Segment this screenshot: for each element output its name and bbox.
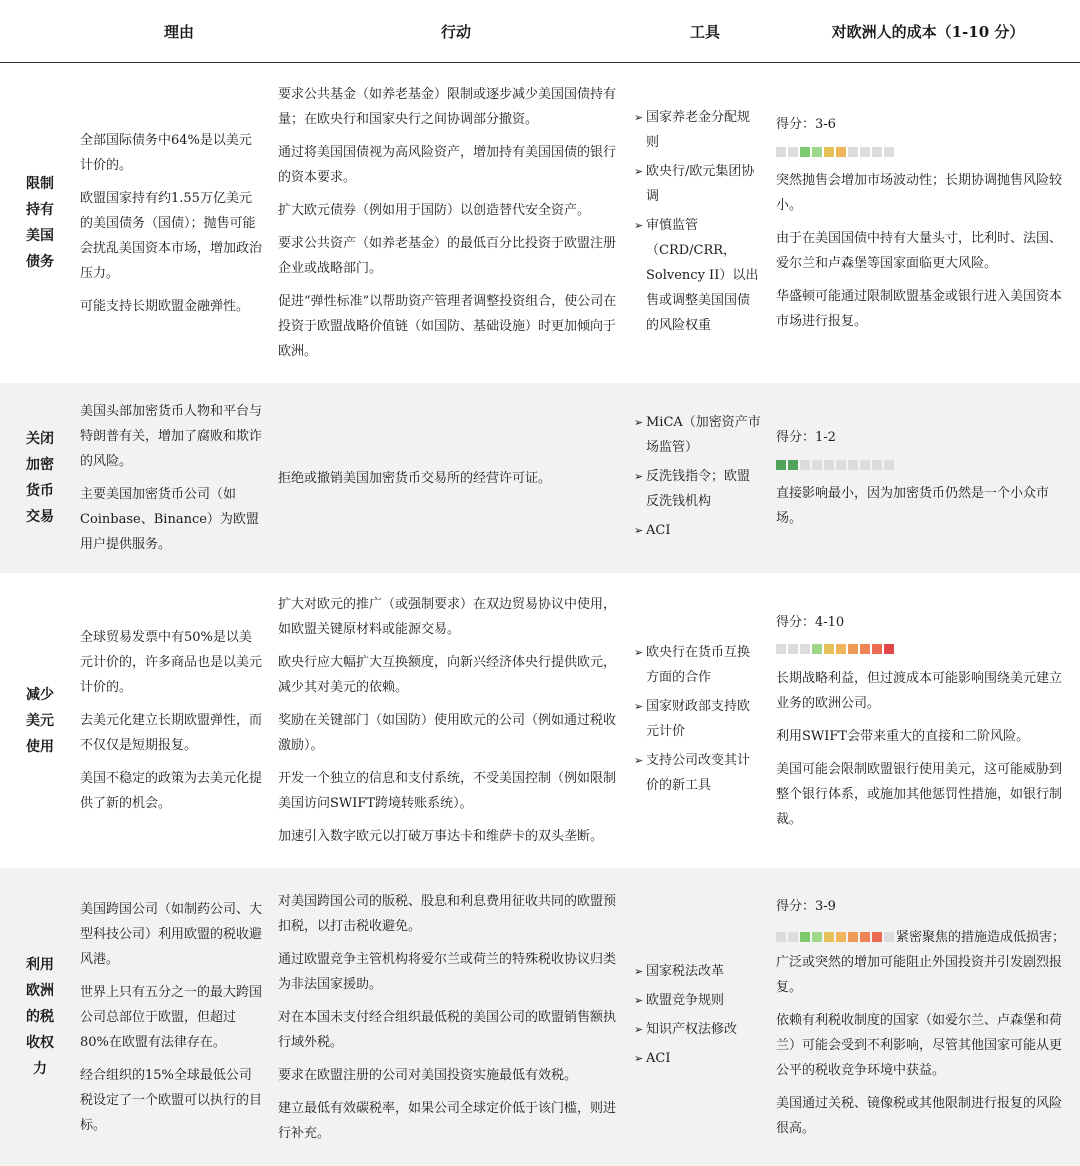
action-text: 开发一个独立的信息和支付系统，不受美国控制（例如限制美国访问SWIFT跨境转账系统）。 [278, 771, 617, 811]
category-line: 美国 [26, 228, 54, 244]
score-segment [776, 460, 786, 470]
cost-cell [776, 610, 1080, 832]
score-label: 得分：4-10 [776, 614, 845, 630]
score-segment [800, 147, 810, 157]
score-segment [836, 460, 846, 470]
arrow-icon: ➢ [634, 110, 644, 124]
score-segment [884, 460, 894, 470]
arrow-icon: ➢ [634, 164, 644, 178]
score-segment [824, 932, 834, 942]
action-text: 通过欧盟竞争主管机构将爱尔兰或荷兰的特殊税收协议归类为非法国家援助。 [278, 951, 617, 992]
category-line: 加密 [26, 457, 54, 473]
tool-text: 国家养老金分配规则 [646, 109, 751, 150]
reasons-cell [80, 625, 278, 816]
score-segment [812, 147, 822, 157]
reason-text: 美国头部加密货币人物和平台与特朗普有关，增加了腐败和欺诈的风险。 [80, 404, 263, 469]
tool-item [634, 1046, 762, 1071]
action-text: 欧央行应大幅扩大互换额度，向新兴经济体央行提供欧元，减少其对美元的依赖。 [278, 655, 617, 695]
arrow-icon: ➢ [634, 523, 644, 537]
score-segment [836, 644, 846, 654]
header-action: 行动 [440, 22, 471, 41]
category-line: 持有 [26, 202, 54, 218]
action-text: 对美国跨国公司的版税、股息和利息费用征收共同的欧盟预扣税，以打击税收避免。 [278, 893, 617, 934]
score-segment [800, 460, 810, 470]
reason-text: 世界上只有五分之一的最大跨国公司总部位于欧盟，但超过80%在欧盟有法律存在。 [80, 984, 263, 1050]
score-bar [776, 932, 894, 942]
action-text: 要求公共基金（如养老基金）限制或逐步减少美国国债持有量；在欧央行和国家央行之间协调部分撤资。 [278, 87, 617, 127]
tool-item [634, 694, 762, 744]
score-segment [884, 147, 894, 157]
reason-text: 主要美国加密货币公司（如Coinbase、Binance）为欧盟用户提供服务。 [80, 487, 259, 552]
reason-text: 美国不稳定的政策为去美元化提供了新的机会。 [80, 771, 263, 811]
cost-note: 依赖有利税收制度的国家（如爱尔兰、卢森堡和荷兰）可能会受到不利影响，尽管其他国家可能从更公平的税收竞争环境中获益。 [776, 1012, 1063, 1078]
tool-text: MiCA（加密资产市场监管） [646, 414, 761, 455]
row-category [0, 952, 80, 1082]
tool-item [634, 1017, 762, 1042]
category-line: 利用 [26, 957, 54, 973]
category-line: 减少 [26, 686, 54, 703]
tool-text: 反洗钱指令；欧盟反洗钱机构 [646, 468, 751, 509]
score-label: 得分：3-6 [776, 117, 836, 132]
tool-item [634, 410, 762, 460]
score-segment [860, 460, 870, 470]
score-segment [848, 932, 858, 942]
table-body [0, 63, 1080, 1166]
score-segment [824, 147, 834, 157]
score-bar [776, 147, 894, 157]
header-tools: 工具 [689, 22, 720, 41]
actions-cell [278, 82, 634, 364]
tools-cell [634, 410, 776, 547]
tool-item [634, 959, 762, 984]
score-segment [848, 147, 858, 157]
tool-text: 欧盟竞争规则 [646, 993, 725, 1008]
score-segment [800, 932, 810, 942]
tool-text: 欧央行/欧元集团协调 [646, 163, 755, 204]
tool-text: ACI [646, 522, 671, 538]
score-segment [860, 932, 870, 942]
cost-cell [776, 425, 1080, 531]
arrow-icon: ➢ [634, 469, 644, 483]
score-segment [800, 644, 810, 654]
action-text: 建立最低有效碳税率，如果公司全球定价低于该门槛，则进行补充。 [278, 1100, 617, 1141]
category-line: 收权 [26, 1035, 54, 1051]
cost-note: 由于在美国国债中持有大量头寸，比利时、法国、爱尔兰和卢森堡等国家面临更大风险。 [776, 231, 1063, 271]
cost-note: 华盛顿可能通过限制欧盟基金或银行进入美国资本市场进行报复。 [776, 289, 1063, 329]
tool-text: ACI [646, 1051, 671, 1066]
category-line: 欧洲 [26, 983, 54, 999]
score-segment [824, 460, 834, 470]
action-text: 促进“弹性标准”以帮助资产管理者调整投资组合，使公司在投资于欧盟战略价值链（如国防、基础设施）时更加倾向于欧洲。 [278, 294, 617, 359]
actions-cell [278, 592, 634, 849]
score-segment [848, 460, 858, 470]
arrow-icon: ➢ [634, 699, 644, 713]
score-segment [848, 644, 858, 654]
action-text: 对在本国未支付经合组织最低税的美国公司的欧盟销售额执行域外税。 [278, 1009, 617, 1050]
category-line: 债务 [26, 254, 54, 270]
score-segment [776, 644, 786, 654]
reason-text: 可能支持长期欧盟金融弹性。 [80, 298, 250, 314]
score-segment [776, 147, 786, 157]
score-segment [788, 147, 798, 157]
tools-cell [634, 105, 776, 342]
category-line: 关闭 [26, 431, 54, 447]
tool-item [634, 105, 762, 155]
score-bar [776, 460, 894, 470]
header-cost: 对欧洲人的成本（1-10 分） [831, 22, 1025, 41]
score-segment [812, 644, 822, 654]
tool-item [634, 518, 762, 543]
score-bar [776, 644, 894, 654]
cost-cell [776, 112, 1080, 334]
reason-text: 全球贸易发票中有50%是以美元计价的，许多商品也是以美元计价的。 [80, 630, 263, 695]
reasons-cell [80, 897, 278, 1138]
table-row [0, 383, 1080, 573]
tool-item [634, 464, 762, 514]
category-line: 货币 [26, 483, 54, 499]
cost-note: 美国通过关税、镜像税或其他限制进行报复的风险很高。 [776, 1095, 1063, 1136]
reason-text: 美国跨国公司（如制药公司、大型科技公司）利用欧盟的税收避风港。 [80, 901, 263, 967]
row-category [0, 171, 80, 275]
action-text: 要求公共资产（如养老基金）的最低百分比投资于欧盟注册企业或战略部门。 [278, 236, 617, 276]
action-text: 通过将美国国债视为高风险资产，增加持有美国国债的银行的资本要求。 [278, 145, 617, 185]
cost-note: 紧密聚焦的措施造成低损害；广泛或突然的增加可能阻止外国投资并引发剧烈报复。 [776, 929, 1066, 995]
action-text: 奖励在关键部门（如国防）使用欧元的公司（例如通过税收激励）。 [278, 713, 617, 753]
score-segment [872, 460, 882, 470]
score-segment [884, 932, 894, 942]
score-segment [788, 932, 798, 942]
tool-text: 支持公司改变其计价的新工具 [646, 752, 751, 793]
row-category [0, 682, 80, 760]
tool-item [634, 159, 762, 209]
score-segment [776, 932, 786, 942]
score-segment [860, 644, 870, 654]
cost-note: 美国可能会限制欧盟银行使用美元，这可能威胁到整个银行体系，或施加其他惩罚性措施，如银行制裁。 [776, 761, 1063, 827]
reason-text: 欧盟国家持有约1.55万亿美元的美国债务（国债）；抛售可能会扰乱美国资本市场，增加政治压力。 [80, 190, 263, 281]
score-segment [824, 644, 834, 654]
reasons-cell [80, 399, 278, 557]
score-segment [872, 932, 882, 942]
reason-text: 去美元化建立长期欧盟弹性，而不仅仅是短期报复。 [80, 713, 263, 753]
score-segment [860, 147, 870, 157]
category-line: 力 [33, 1061, 47, 1077]
cost-note: 长期战略利益，但过渡成本可能影响围绕美元建立业务的欧洲公司。 [776, 670, 1063, 711]
score-segment [812, 932, 822, 942]
score-segment [836, 932, 846, 942]
tools-cell [634, 959, 776, 1075]
category-line: 限制 [26, 176, 54, 192]
tool-text: 欧央行在货币互换方面的合作 [646, 644, 751, 685]
tool-text: 审慎监管（CRD/CRR，Solvency II）以出售或调整美国国债的风险权重 [646, 217, 759, 333]
action-text: 拒绝或撤销美国加密货币交易所的经营许可证。 [278, 470, 552, 486]
arrow-icon: ➢ [634, 965, 644, 978]
table-header [0, 0, 1080, 63]
tool-item [634, 748, 762, 798]
category-line: 使用 [26, 738, 54, 755]
action-text: 要求在欧盟注册的公司对美国投资实施最低有效税。 [278, 1067, 578, 1083]
cost-note: 利用SWIFT会带来重大的直接和二阶风险。 [776, 728, 1030, 744]
arrow-icon: ➢ [634, 994, 644, 1007]
tool-item [634, 640, 762, 690]
arrow-icon: ➢ [634, 415, 644, 429]
actions-cell [278, 889, 634, 1146]
score-segment [872, 147, 882, 157]
table-row [0, 868, 1080, 1166]
category-line: 的税 [26, 1009, 54, 1025]
score-label: 得分：1-2 [776, 430, 836, 445]
score-segment [884, 644, 894, 654]
tool-text: 知识产权法修改 [646, 1022, 738, 1037]
score-segment [836, 147, 846, 157]
reason-text: 全部国际债务中64%是以美元计价的。 [80, 132, 252, 173]
score-segment [788, 644, 798, 654]
category-line: 美元 [26, 712, 54, 729]
arrow-icon: ➢ [634, 645, 644, 659]
category-line: 交易 [26, 509, 54, 525]
actions-cell [278, 466, 634, 491]
arrow-icon: ➢ [634, 1023, 644, 1036]
cost-note: 直接影响最小，因为加密货币仍然是一个小众市场。 [776, 486, 1050, 526]
reason-text: 经合组织的15%全球最低公司税设定了一个欧盟可以执行的目标。 [80, 1067, 263, 1133]
tool-text: 国家财政部支持欧元计价 [646, 698, 751, 739]
score-segment [812, 460, 822, 470]
tools-cell [634, 640, 776, 802]
score-segment [788, 460, 798, 470]
arrow-icon: ➢ [634, 218, 644, 232]
score-label: 得分：3-9 [776, 898, 836, 914]
action-text: 扩大对欧元的推广（或强制要求）在双边贸易协议中使用，如欧盟关键原材料或能源交易。 [278, 597, 617, 637]
reasons-cell [80, 128, 278, 319]
tool-text: 国家税法改革 [646, 964, 725, 979]
arrow-icon: ➢ [634, 753, 644, 767]
cost-note: 突然抛售会增加市场波动性；长期协调抛售风险较小。 [776, 173, 1063, 213]
tool-item [634, 213, 762, 338]
arrow-icon: ➢ [634, 1052, 644, 1065]
table-row [0, 63, 1080, 383]
header-reason: 理由 [163, 22, 194, 41]
action-text: 加速引入数字欧元以打破万事达卡和维萨卡的双头垄断。 [278, 829, 604, 844]
row-category [0, 426, 80, 530]
cost-cell [776, 894, 1080, 1141]
tool-item [634, 988, 762, 1013]
table-row [0, 573, 1080, 868]
action-text: 扩大欧元债券（例如用于国防）以创造替代安全资产。 [278, 203, 591, 218]
score-segment [872, 644, 882, 654]
